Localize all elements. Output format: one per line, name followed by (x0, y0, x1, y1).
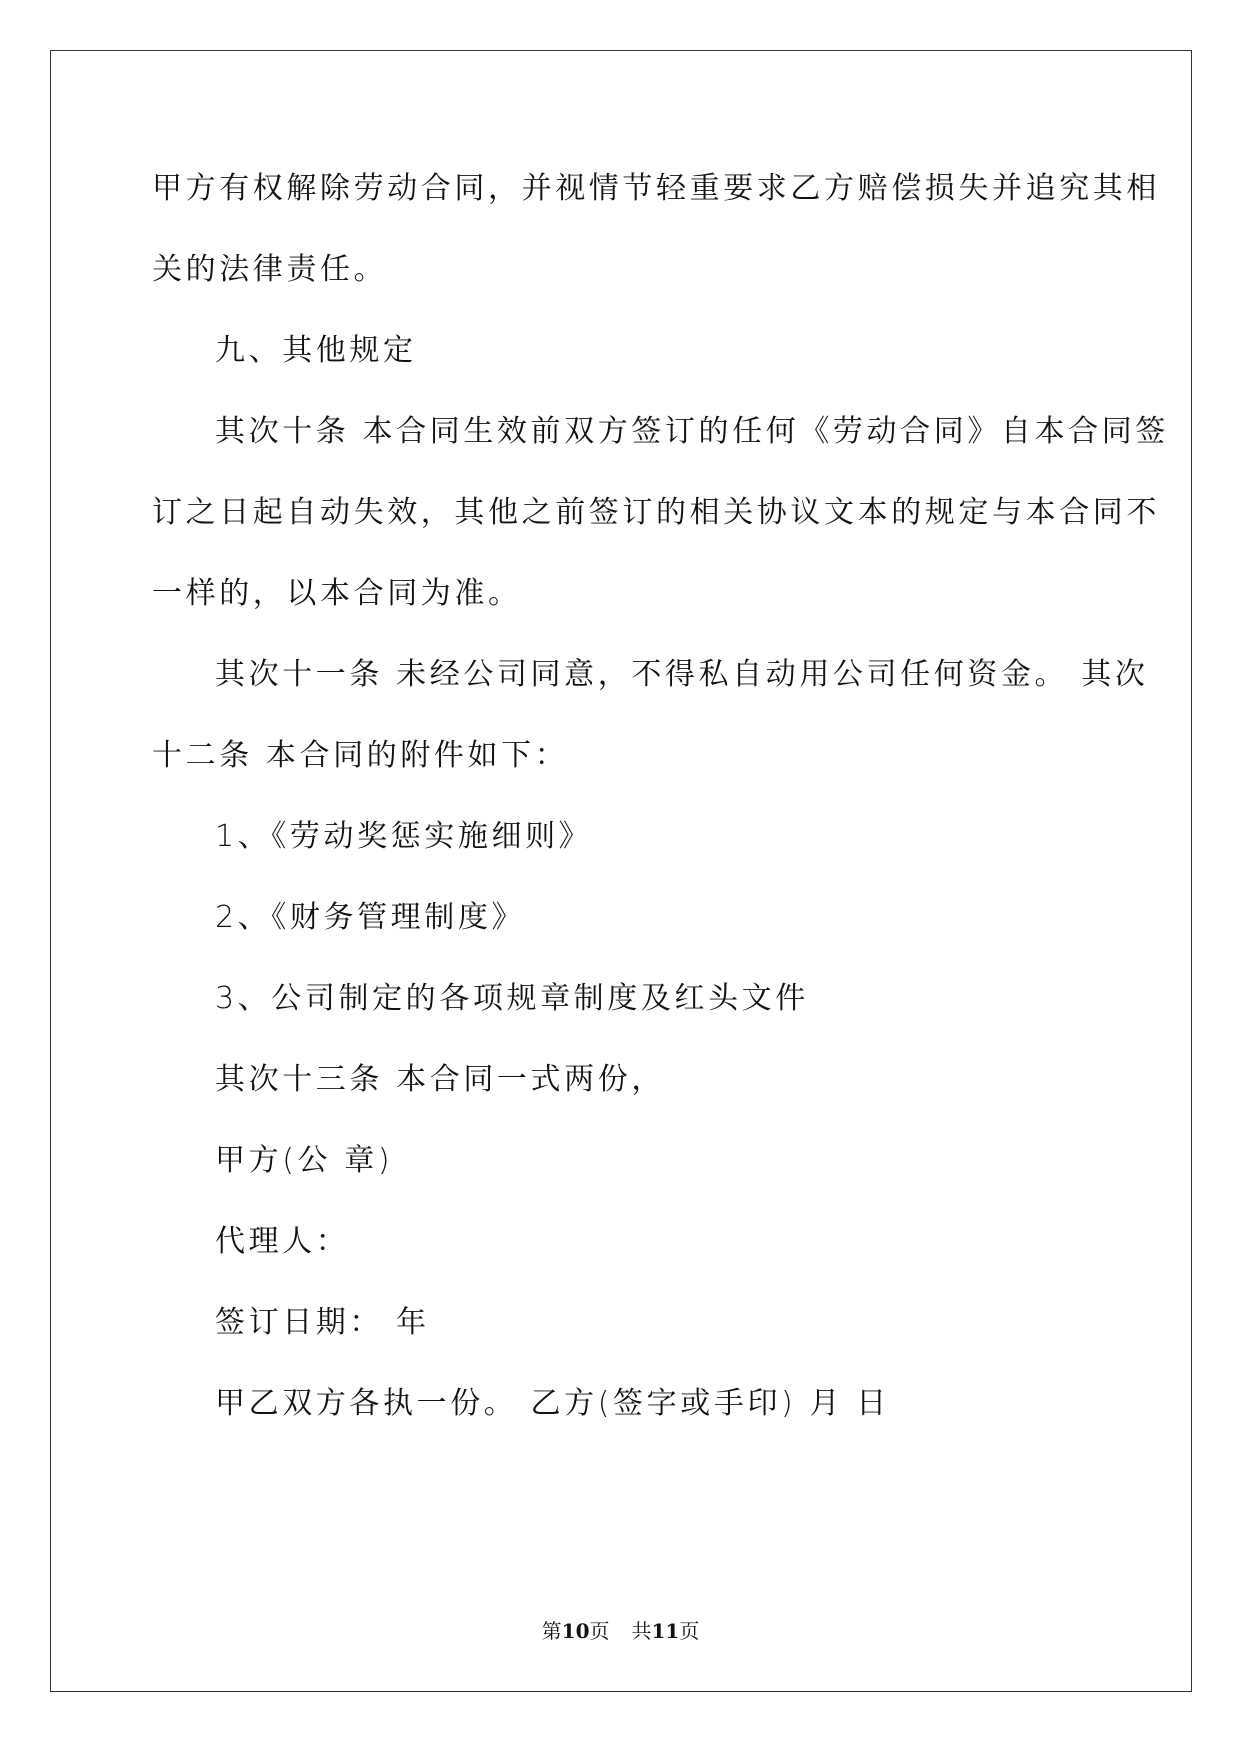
paragraph-line: 关的法律责任。 (152, 252, 388, 287)
list-item: 2、《财务管理制度》 (215, 900, 526, 935)
page-total: 11 (651, 1619, 680, 1643)
paragraph-line: 十二条 本合同的附件如下： (152, 738, 569, 773)
list-item: 3、公司制定的各项规章制度及红头文件 (215, 981, 809, 1016)
section-heading: 九、其他规定 (215, 333, 417, 368)
list-item: 1、《劳动奖惩实施细则》 (215, 819, 593, 854)
signature-line: 甲乙双方各执一份。 乙方(签字或手印) 月 日 (215, 1386, 890, 1421)
paragraph-line: 订之日起自动失效，其他之前签订的相关协议文本的规定与本合同不 (152, 495, 1160, 530)
page-footer (0, 1618, 1241, 1644)
total-prefix: 共 (631, 1619, 652, 1643)
paragraph-line: 其次十一条 未经公司同意，不得私自动用公司任何资金。 其次 (215, 657, 1149, 692)
page-current: 10 (561, 1619, 590, 1643)
total-suffix: 页 (679, 1619, 700, 1643)
paragraph-line: 甲方有权解除劳动合同，并视情节轻重要求乙方赔偿损失并追究其相 (152, 171, 1160, 206)
page-prefix: 第 (541, 1619, 562, 1643)
page-border (50, 50, 1192, 1692)
signature-line: 代理人： (215, 1224, 350, 1259)
paragraph-line: 其次十三条 本合同一式两份， (215, 1062, 665, 1097)
paragraph-line: 一样的，以本合同为准。 (152, 576, 522, 611)
signature-line: 签订日期： 年 (215, 1305, 430, 1340)
signature-line: 甲方(公 章) (215, 1143, 394, 1178)
page-suffix: 页 (589, 1619, 610, 1643)
paragraph-line: 其次十条 本合同生效前双方签订的任何《劳动合同》自本合同签 (215, 414, 1169, 449)
